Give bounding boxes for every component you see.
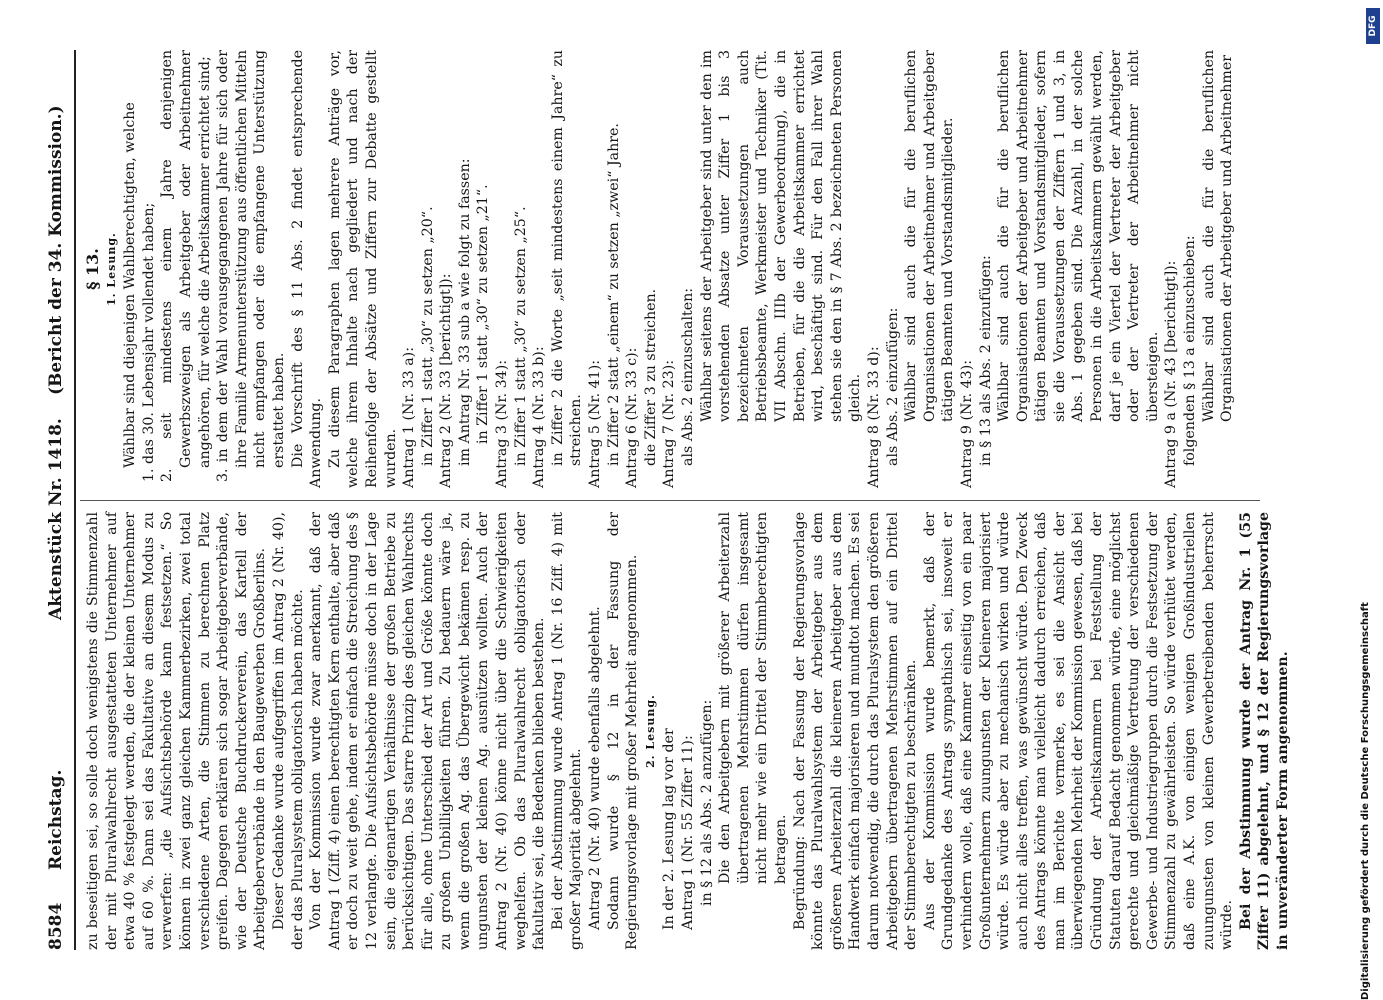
list-item: 1. das 30. Lebensjahr vollendet haben; — [140, 202, 157, 482]
motion-text: Die den Arbeitgebern mit größerer Arbeiterzahl übertragenen Mehrstimmen dürfen insgesamt nicht mehr wie ein Drittel der Stimmberechtigten betragen. — [717, 512, 789, 884]
list-item: 3. in dem der Wahl vorausgegangenen Jahre für sich oder ihre Familie Armenunterstützung aus öffentlichen Mitteln nicht empfangen oder die empfangene Unterstützung erstattet haben. — [215, 50, 287, 482]
motion-text: Wählbar sind auch die für die beruflichen Organisationen der Arbeitgeber und Arbeitnehmer — [1200, 50, 1236, 422]
page-number: 8584 — [46, 902, 66, 950]
motion-text: folgenden § 13 a einzuschieben: — [1182, 235, 1199, 466]
paragraph: In der 2. Lesung lag vor der — [661, 728, 678, 930]
motion-label: Antrag 7 (Nr. 23): — [661, 359, 678, 488]
motion-text: in Ziffer 1 statt „30“ zu setzen „25“. — [512, 206, 529, 466]
page-header — [40, 50, 76, 950]
motion-label: Antrag 5 (Nr. 41): — [587, 359, 604, 488]
paragraph: Von der Kommission wurde zwar anerkannt, daß der Antrag 1 (Ziff. 4) einen berechtigten Kern enthalte, aber daß er doch zu weit gehe, indem er einfach die Streichung des § 12 verlangte. Die Aufsichtsbehörde müsse doch in der Lage sein, die eigenartigen Verhältnisse der großen Betriebe zu berücksichtigen. Das starre Prinzip des gleichen Wahlrechts für alle, ohne Unterschied der Art und Größe könnte doch zu großen Unbilligkeiten führen. Zu bedauern wäre ja, wenn die großen Ag. das Übergewicht bekämen resp. zu ungunsten der kleinen Ag. ausnützen wollten. Auch der Antrag 2 (Nr. 40) könne nicht über die Schwierigkeiten weghelfen. Ob das Pluralwahlrecht obligatorisch oder fakultativ sei, die Bedenken blieben bestehen. — [308, 512, 548, 950]
motion-text: Wählbar sind auch die für die beruflichen Organisationen der Arbeitnehmer und Arbeitgeber tätigen Beamten und Vorstandsmitglieder. — [903, 50, 957, 422]
dfg-logo-text: DFG — [1368, 15, 1378, 37]
paragraph: Begründung: Nach der Fassung der Regierungsvorlage könnte das Pluralwahlsystem der Arbeitgeber aus dem größeren Arbeiterzahl die kleineren Arbeitgeber aus dem Handwerk einfach majorisieren und mundtot machen. Es sei darum notwendig, die durch das Pluralsystem den größeren Arbeitgebern übertragenen Mehrstimmen auf ein Drittel der Stimmberechtigten zu beschränken. — [791, 512, 920, 950]
motion-label: Antrag 9 a (Nr. 43 [berichtigt]): — [1163, 260, 1180, 488]
list-item: 2. seit mindestens einem Jahre denjenigen Gewerbszweigen als Arbeitgeber oder Arbeitnehmer angehören, für welche die Arbeitskammer errichtet sind; — [159, 50, 213, 482]
subheading: 2. Lesung. — [643, 694, 657, 768]
paragraph: Sodann wurde § 12 in der Fassung der Regierungsvorlage mit großer Mehrheit angenommen. — [605, 512, 641, 950]
section-heading: § 13. — [83, 248, 102, 290]
subheading: 1. Lesung. — [104, 232, 118, 306]
motion-text: im Antrag Nr. 33 sub a wie folgt zu fassen: — [456, 158, 473, 466]
motion-text: in § 13 als Abs. 2 einzufügen: — [977, 255, 994, 466]
motion-label: Antrag 8 (Nr. 33 d): — [865, 346, 882, 488]
paragraph: Antrag 2 (Nr. 40) wurde ebenfalls abgelehnt. — [587, 606, 604, 930]
motion-text: in Ziffer 1 statt „30“ zu setzen „21“. — [475, 184, 492, 444]
paragraph: Die Vorschrift des § 11 Abs. 2 findet entsprechende Anwendung. — [289, 50, 325, 488]
motion-text: als Abs. 2 einzuschalten: — [680, 287, 696, 466]
paragraph: Wählbar sind diejenigen Wahlberechtigten, welche — [122, 102, 139, 468]
paragraph: zu beseitigen sei, so solle doch wenigstens die Stimmenzahl der mit Pluralwahlrecht ausgestatteten Unternehmer auf etwa 40 % festgelegt werden, die der kleinen Unternehmer auf 60 %. Dann sei das Fakultative an diesem Modus zu verwerfen: „die Aufsichtsbehörde kann festsetzen.“ So können in zwei ganz gleichen Kammerbezirken, zwei total verschiedene Arten, die Stimmen zu berechnen Platz greifen. Dagegen erklären sich sogar Arbeitgeberverbände, wie der Deutsche Buchdruckerverein, das Kartell der Arbeitgeberverbände in den Baugewerben Großberlins. — [85, 512, 269, 950]
header-left: Reichstag. — [46, 769, 66, 870]
motion-text: in Ziffer 2 die Worte „seit mindestens einem Jahre“ zu streichen. — [549, 50, 585, 466]
rotated-page-content — [40, 50, 1360, 950]
paragraph: Dieser Gedanke wurde aufgegriffen im Antrag 2 (Nr. 40), der das Pluralsystem obligatorisch haben möchte. — [270, 512, 306, 950]
header-right: (Bericht der 34. Kommission.) — [46, 105, 66, 395]
motion-text: in Ziffer 2 statt „einem“ zu setzen „zwei“ Jahre. — [605, 123, 622, 466]
motion-label: Antrag 9 (Nr. 43): — [958, 359, 975, 488]
paragraph: Bei der Abstimmung wurde der Antrag Nr. 1 (55 Ziffer 11) abgelehnt, und § 12 der Regierungsvorlage in unveränderter Form angenommen. — [1237, 512, 1291, 950]
motion-text: Wählbar sind auch die für die beruflichen Organisationen der Arbeitgeber und Arbeitnehmer tätigen Beamten und Vorstandsmitglieder, sofern sie die Voraussetzungen der Ziffern 1 und 3, in Abs. 1 gegeben sind. Die Anzahl, in der solche Personen in die Arbeitskammern gewählt werden, darf je ein Viertel der Vertreter der Arbeitgeber oder der Vertreter der Arbeitnehmer nicht übersteigen. — [996, 50, 1161, 422]
right-column — [84, 50, 1264, 488]
left-column — [84, 512, 1291, 950]
paragraph: Zu diesem Paragraphen lagen mehrere Anträge vor, welche ihrem Inhalte nach gegliedert und nach der Reihenfolge der Absätze und Ziffern zur Debatte gestellt wurden. — [326, 50, 399, 488]
motion-text: als Abs. 2 einzufügen: — [884, 307, 901, 466]
motion-label: Antrag 4 (Nr. 33 b): — [531, 346, 548, 488]
paragraph: Aus der Kommission wurde bemerkt, daß der Grundgedanke des Antrags sympathisch sei, insoweit er verhindern wolle, daß eine Kammer einseitig von ein paar Großunternehmern zuungunsten der Kleineren majorisiert würde. Es würde aber zu mechanisch wirken und würde auch nicht alles treffen, was gewünscht würde. Den Zweck des Antrags könnte man vielleicht dadurch erreichen, daß man im Berichte vermerke, es sei die Ansicht der überwiegenden Mehrheit der Kommission gewesen, daß bei Gründung der Arbeitskammern bei Feststellung der Statuten darauf Bedacht genommen würde, eine möglichst gerechte und gleichmäßige Vertretung der verschiedenen Gewerbe- und Industriegruppen durch die Festsetzung der Stimmenzahl zu gewährleisten. So würde verhütet werden, daß eine A.K. von einigen wenigen Großindustriellen zuungunsten von kleinen Gewerbetreibenden beherrscht würde. — [921, 512, 1236, 950]
motion-label: Antrag 1 (Nr. 33 a): — [401, 347, 418, 488]
motion-text: in Ziffer 1 statt „30“ zu setzen „20“. — [419, 206, 436, 466]
motion-label: Antrag 6 (Nr. 33 c): — [624, 347, 641, 488]
motion-label: Antrag 2 (Nr. 33 [berichtigt]): — [438, 273, 455, 488]
header-title: Aktenstück Nr. 1418. — [46, 418, 66, 620]
motion-text: in § 12 als Abs. 2 anzufügen: — [698, 699, 715, 906]
motion-text: die Ziffer 3 zu streichen. — [642, 288, 659, 466]
column-divider — [80, 500, 1260, 501]
paragraph: Bei der Abstimmung wurde Antrag 1 (Nr. 16 Ziff. 4) mit großer Majorität abgelehnt. — [549, 512, 585, 950]
motion-label: Antrag 3 (Nr. 34): — [494, 359, 511, 488]
digitization-note: Digitalisierung gefördert durch die Deutsche Forschungsgemeinschaft — [1360, 602, 1371, 1000]
motion-label: Antrag 1 (Nr. 55 Ziffer 11): — [680, 735, 696, 930]
dfg-logo — [1366, 8, 1380, 44]
motion-text: Wählbar seitens der Arbeitgeber sind unter den im vorstehenden Absatze unter Ziffer 1 bis 3 bezeichneten Voraussetzungen auch Betriebsbeamte, Werkmeister und Techniker (Tit. VII Abschn. IIIb der Gewerbeordnung), die in Betrieben, für die die Arbeitskammer errichtet wird, beschäftigt sind. Für den Fall ihrer Wahl stehen sie den in § 7 Abs. 2 bezeichneten Personen gleich. — [698, 50, 864, 422]
